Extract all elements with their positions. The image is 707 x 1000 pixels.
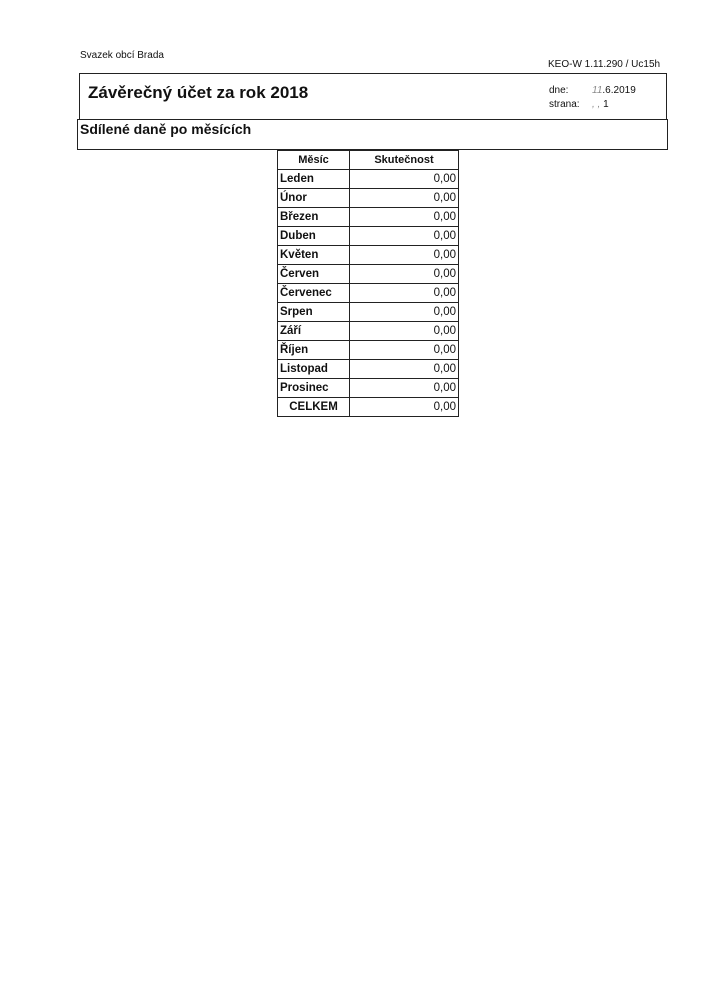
date-label: dne: [549, 85, 569, 96]
value-cell: 0,00 [350, 284, 459, 303]
table-row [278, 265, 459, 284]
month-cell: Září [278, 322, 350, 341]
total-value: 0,00 [350, 398, 459, 417]
page-value [592, 99, 609, 110]
table-row [278, 303, 459, 322]
month-cell: Říjen [278, 341, 350, 360]
month-cell: Červen [278, 265, 350, 284]
value-cell: 0,00 [350, 189, 459, 208]
table-row [278, 322, 459, 341]
table-header-row [278, 151, 459, 170]
table-row [278, 227, 459, 246]
month-cell: Leden [278, 170, 350, 189]
column-header-actual: Skutečnost [350, 151, 459, 170]
total-label: CELKEM [278, 398, 350, 417]
page-title: Závěrečný účet za rok 2018 [88, 83, 309, 102]
table-row [278, 170, 459, 189]
column-header-month: Měsíc [278, 151, 350, 170]
date-value [592, 85, 636, 96]
month-cell: Listopad [278, 360, 350, 379]
value-cell: 0,00 [350, 322, 459, 341]
section-title: Sdílené daně po měsících [80, 121, 252, 137]
month-cell: Červenec [278, 284, 350, 303]
value-cell: 0,00 [350, 265, 459, 284]
monthly-tax-table [277, 150, 459, 417]
month-cell: Duben [278, 227, 350, 246]
value-cell: 0,00 [350, 227, 459, 246]
organization-name: Svazek obcí Brada [80, 50, 164, 61]
value-cell: 0,00 [350, 303, 459, 322]
value-cell: 0,00 [350, 341, 459, 360]
system-version: KEO-W 1.11.290 / Uc15h [548, 59, 661, 70]
value-cell: 0,00 [350, 246, 459, 265]
value-cell: 0,00 [350, 360, 459, 379]
table-row [278, 208, 459, 227]
value-cell: 0,00 [350, 379, 459, 398]
month-cell: Květen [278, 246, 350, 265]
table-row [278, 284, 459, 303]
month-cell: Prosinec [278, 379, 350, 398]
month-cell: Srpen [278, 303, 350, 322]
page-number: 1 [603, 99, 609, 110]
table-row [278, 189, 459, 208]
month-cell: Březen [278, 208, 350, 227]
page-label: strana: [549, 99, 580, 110]
table-row [278, 360, 459, 379]
page-handwritten: , , [592, 99, 601, 110]
date-printed: .6.2019 [602, 85, 636, 96]
date-handwritten: 11 [592, 85, 603, 96]
table-row [278, 341, 459, 360]
table-row [278, 246, 459, 265]
value-cell: 0,00 [350, 170, 459, 189]
month-cell: Únor [278, 189, 350, 208]
value-cell: 0,00 [350, 208, 459, 227]
total-row [278, 398, 459, 417]
table-row [278, 379, 459, 398]
